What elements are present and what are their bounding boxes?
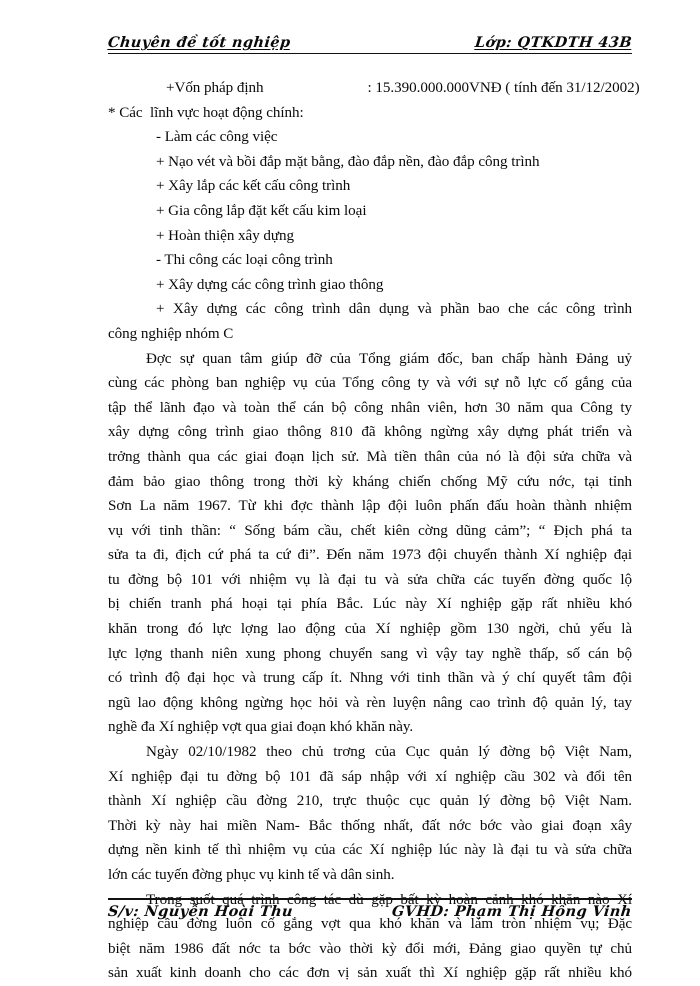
- paragraph-line: bị chiến tranh phá hoại tại phía Bắc. Lúc này Xí nghiệp gặp rất nhiều khó: [108, 596, 632, 613]
- list-item: + Gia công lắp đặt kết cấu kim loại: [156, 202, 367, 219]
- section-heading: * Các lĩnh vực hoạt động chính:: [108, 104, 304, 121]
- paragraph-line: biệt năm 1986 đất nớc ta bớc vào thời kỳ đổi mới, Đảng giao quyền tự chủ: [108, 940, 632, 957]
- paragraph-line: Sơn La năm 1967. Từ khi đợc thành lập đội luôn phấn đấu hoàn thành nhiệm: [108, 498, 632, 515]
- paragraph-line: xây dựng công trình giao thông 810 đã không ngừng xây dựng phát triển và: [108, 424, 632, 441]
- paragraph-line: cùng các phòng ban nghiệp vụ của Tổng công ty và với sự nỗ lực cố gắng của: [108, 375, 632, 392]
- paragraph-line: lực lợng thanh niên xung phong chuyển sang vì vậy tay nghề thấp, số cán bộ: [108, 645, 632, 662]
- list-item: + Xây lắp các kết cấu công trình: [156, 178, 351, 195]
- header-class-right: Lớp: QTKDTH 43B: [474, 34, 633, 51]
- paragraph-line: Ngày 02/10/1982 theo chủ trơng của Cục quản lý đờng bộ Việt Nam,: [146, 744, 632, 761]
- paragraph-line: sản xuất kinh doanh cho các đơn vị sản xuất thì Xí nghiệp gặp rất nhiều khó: [108, 965, 632, 982]
- running-footer: [108, 903, 632, 920]
- paragraph-line: sửa ta đi, địch cứ phá ta cứ đi”. Đến năm 1973 đội chuyển thành Xí nghiệp đại: [108, 547, 632, 564]
- capital-label: +Vốn pháp định: [166, 80, 264, 96]
- list-item-wrapped-line-1: + Xây dựng các công trình dân dụng và phần bao che các công trình: [156, 301, 632, 318]
- paragraph-line: thành Xí nghiệp cầu đờng 210, trực thuộc cục quản lý đờng bộ Việt Nam.: [108, 793, 632, 810]
- list-item: + Nạo vét và bồi đắp mặt bằng, đào đắp nền, đào đắp công trình: [156, 153, 540, 170]
- paragraph-line: trởng thành qua các giai đoạn lịch sử. Mà tiền thân của nó là đội sửa chữa và: [108, 448, 632, 465]
- list-item: - Thi công các loại công trình: [156, 252, 333, 269]
- paragraph-line: khăn trong đó lực lợng lao động của Xí nghiệp gồm 130 ngời, chủ yếu là: [108, 621, 632, 638]
- paragraph-line: tập thể lãnh đạo và toàn thể cán bộ công nhân viên, hơn 30 năm qua Công ty: [108, 399, 632, 416]
- capital-value: : 15.390.000.000VNĐ ( tính đến 31/12/2002): [367, 80, 640, 96]
- paragraph-line: tu đờng bộ 101 với nhiệm vụ là đại tu và sửa chữa các tuyến đờng quốc lộ: [108, 571, 632, 588]
- running-header: [108, 34, 632, 54]
- footer-student-name: S/v: Nguyễn Hoài Thu: [107, 903, 294, 920]
- footer-supervisor-name: GVHD: Phạm Thị Hồng Vinh: [391, 903, 633, 920]
- list-item: - Làm các công việc: [156, 129, 278, 146]
- paragraph-line: Xí nghiệp đại tu đờng bộ 101 đã sáp nhập với xí nghiệp cầu 302 và đổi tên: [108, 768, 632, 785]
- list-item: + Xây dựng các công trình giao thông: [156, 276, 384, 293]
- paragraph-line: dựng nền kinh tế thì nhiệm vụ của các Xí nghiệp lúc này là đại tu và sửa chữa: [108, 842, 632, 859]
- list-item-wrapped-line-2: công nghiệp nhóm C: [108, 325, 234, 342]
- paragraph-line: lớn các tuyến đờng phục vụ kinh tế và dân sinh.: [108, 867, 395, 883]
- paragraph-line: Đợc sự quan tâm giúp đỡ của Tổng giám đốc, ban chấp hành Đảng uỷ: [146, 350, 632, 367]
- footer-divider: [108, 898, 632, 900]
- paragraph-line: vụ với tinh thần: “ Sống bám cầu, chết kiên cờng dũng cảm”; “ Địch phá ta: [108, 522, 632, 539]
- header-title-left: Chuyên đề tốt nghiệp: [107, 34, 292, 51]
- paragraph-line: ngũ lao động không ngừng học hỏi và rèn luyện nâng cao trình độ quản lý, tay: [108, 694, 632, 711]
- capital-line: [108, 76, 640, 101]
- paragraph-line: có trình độ đại học và trung cấp ít. Nhng với tinh thần và ý chí quyết tâm đội: [108, 670, 632, 687]
- paragraph-line: nghề đa Xí nghiệp vợt qua giai đoạn khó khăn này.: [108, 719, 414, 736]
- document-body: [108, 76, 640, 986]
- paragraph-line: đảm bảo giao thông trong thời kỳ kháng chiến chống Mỹ cứu nớc, tại tỉnh: [108, 473, 632, 490]
- paragraph-line: Trong suốt quá trình công tác dù gặp bất kỳ hoàn cảnh khó khăn nào Xí: [146, 891, 632, 908]
- paragraph-line: nghiệp cầu đờng luôn cố gắng vợt qua khó khăn và làm tròn nhiệm vụ; Đặc: [108, 916, 632, 933]
- list-item: + Hoàn thiện xây dựng: [156, 227, 295, 244]
- paragraph-line: Thời kỳ này hai miền Nam- Bắc thống nhất, đất nớc bớc vào giai đoạn xây: [108, 817, 632, 834]
